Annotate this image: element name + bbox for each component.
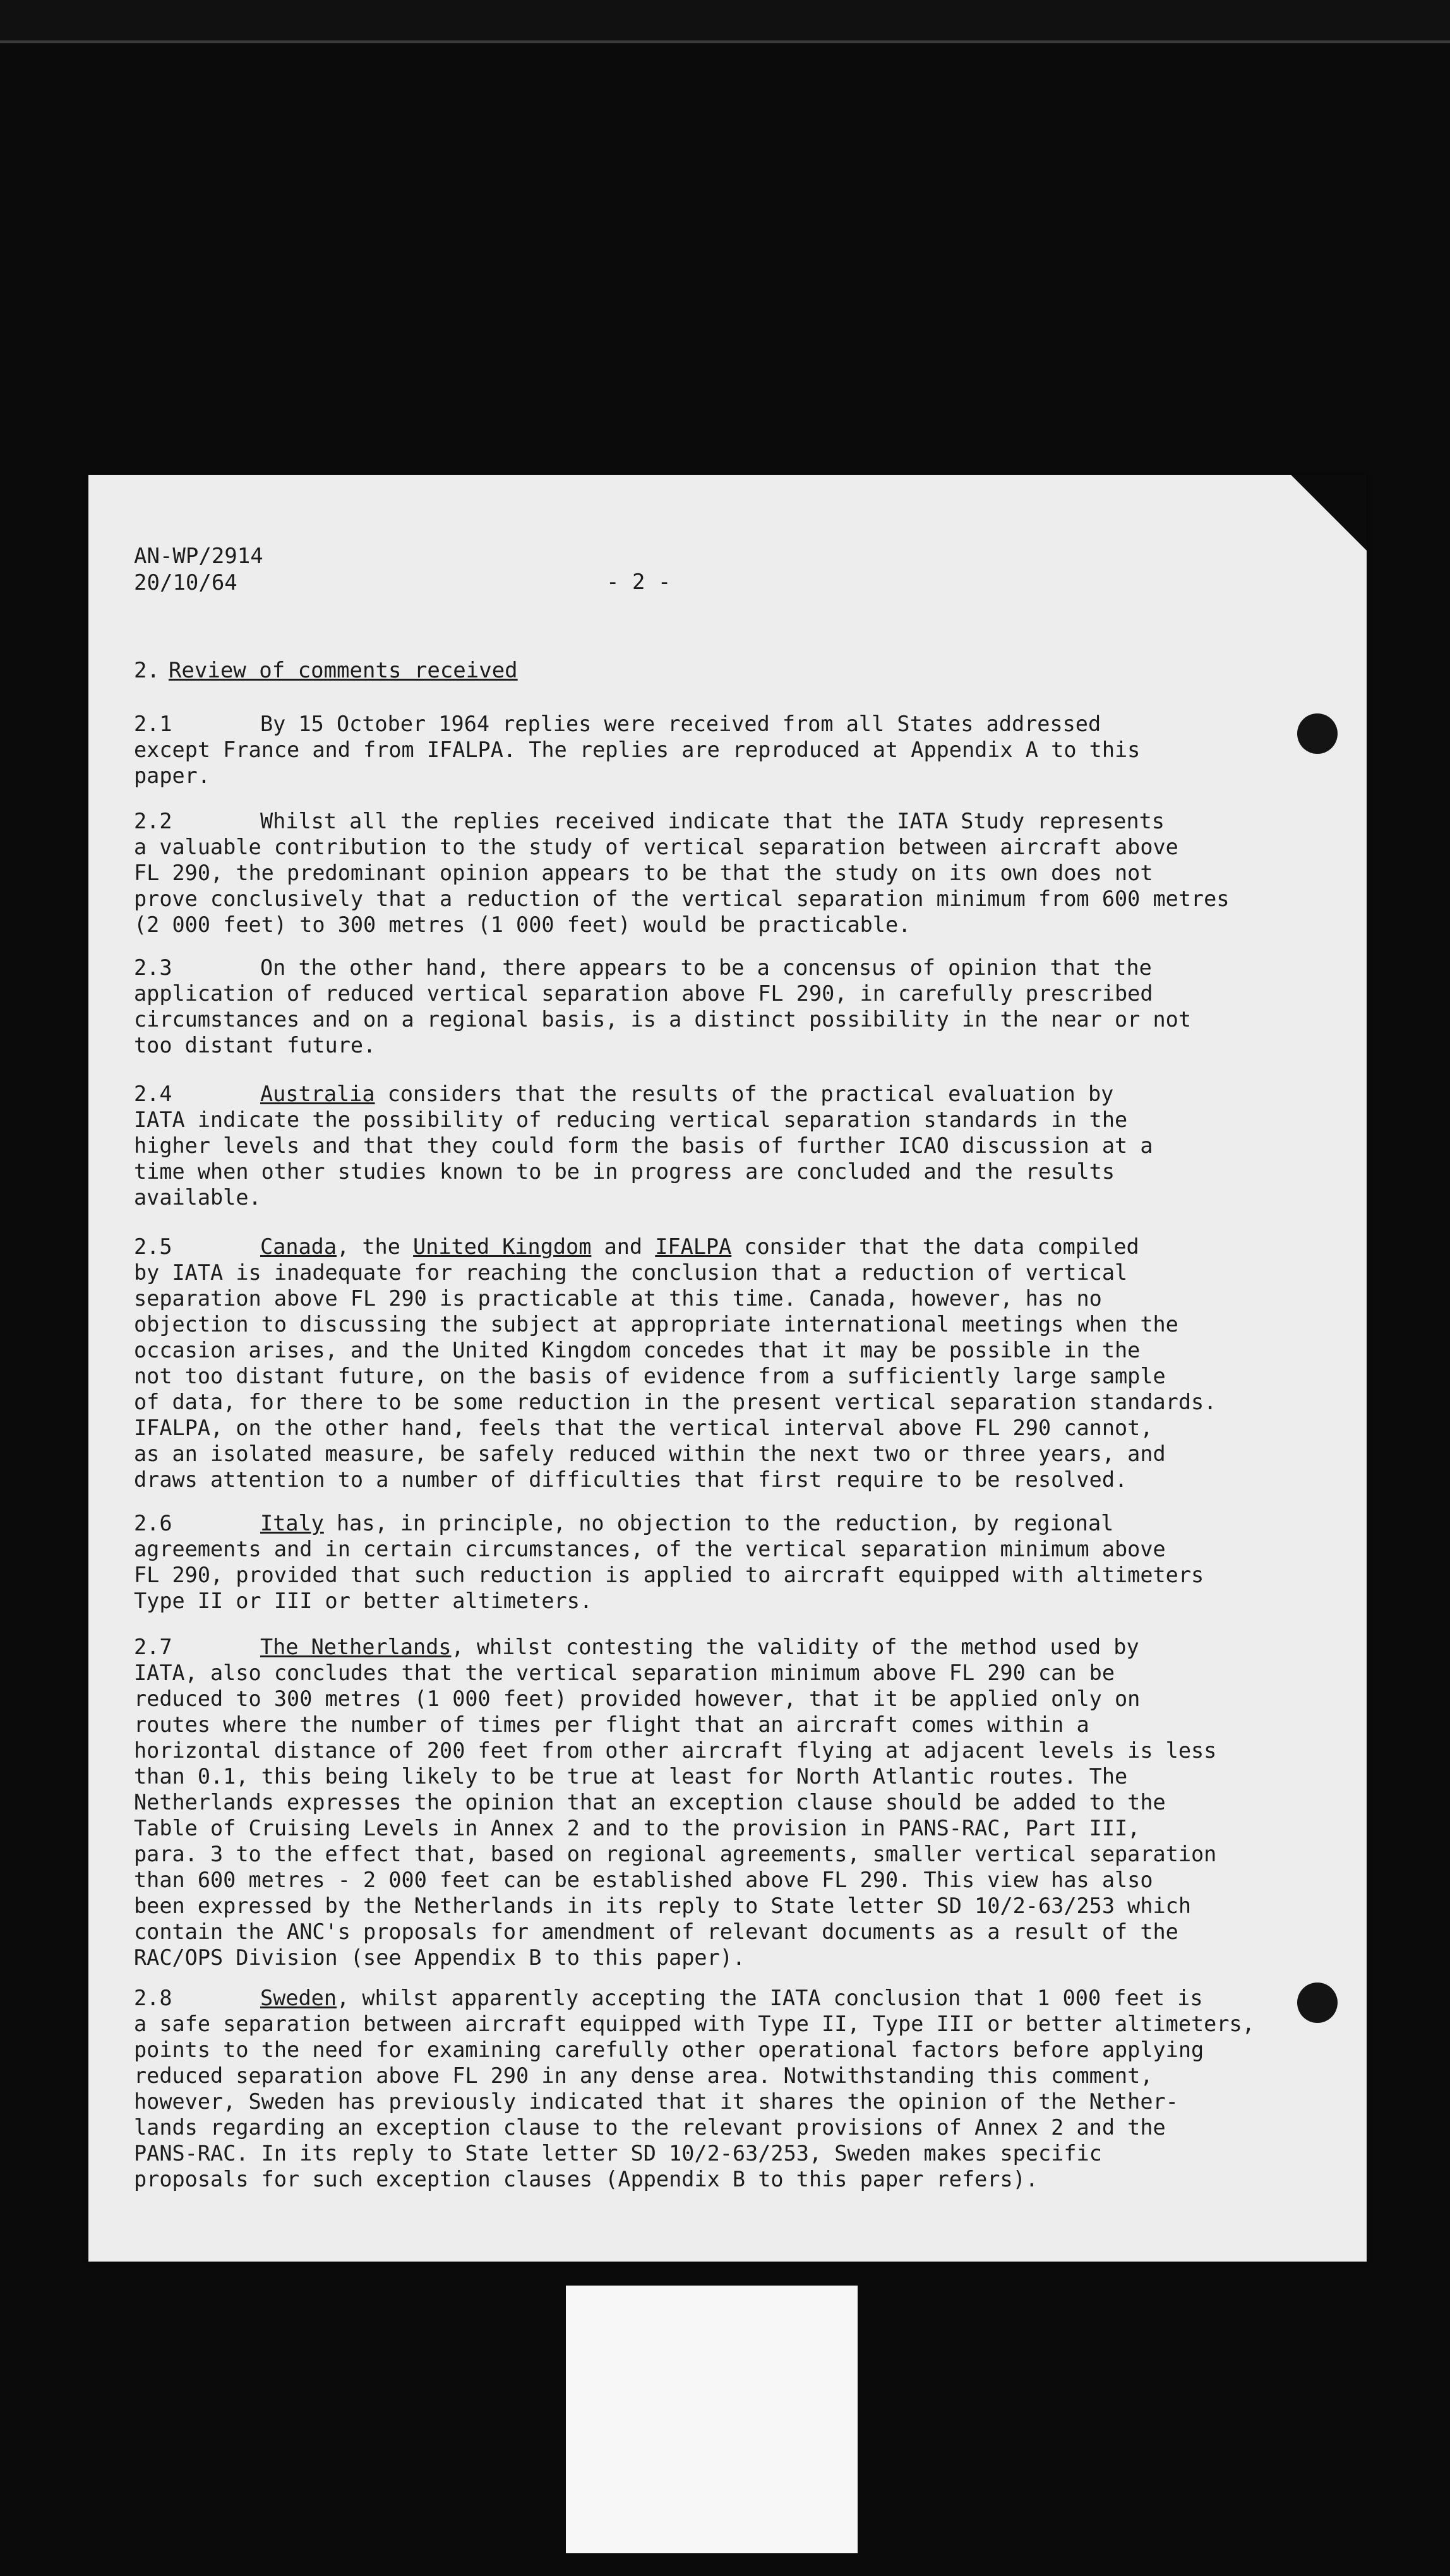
paragraph-number: 2.8	[134, 1986, 172, 2010]
text-line: been expressed by the Netherlands in its reply to State letter SD 10/2-63/253 which	[134, 1893, 1192, 1918]
text-line: however, Sweden has previously indicated that it shares the opinion of the Nether-	[134, 2089, 1178, 2114]
text-line: reduced separation above FL 290 in any dense area. Notwithstanding this comment,	[134, 2063, 1153, 2088]
text-line: a safe separation between aircraft equipped with Type II, Type III or better altimeters,	[134, 2012, 1255, 2036]
paragraph-number: 2.6	[134, 1511, 172, 1535]
text-line: considers that the results of the practical evaluation by	[374, 1082, 1114, 1106]
text-line: para. 3 to the effect that, based on regional agreements, smaller vertical separation	[134, 1842, 1217, 1866]
country-name-australia: Australia	[260, 1082, 375, 1106]
country-name-sweden: Sweden	[260, 1986, 337, 2010]
text-line: agreements and in certain circumstances, of the vertical separation minimum above	[134, 1537, 1166, 1561]
text-line: except France and from IFALPA. The replies are reproduced at Appendix A to this	[134, 737, 1141, 762]
paragraph-2-6	[134, 1510, 1321, 1614]
text-line: separation above FL 290 is practicable at this time. Canada, however, has no	[134, 1286, 1102, 1311]
text-line: than 600 metres - 2 000 feet can be established above FL 290. This view has also	[134, 1868, 1153, 1892]
paragraph-number: 2.4	[134, 1082, 172, 1106]
text-line: too distant future.	[134, 1033, 376, 1058]
text-line: has, in principle, no objection to the reduction, by regional	[323, 1511, 1114, 1535]
reference-code: AN-WP/2914	[134, 544, 263, 569]
paragraph-number: 2.2	[134, 809, 172, 833]
text-fragment: and	[591, 1234, 656, 1259]
text-line: circumstances and on a regional basis, is a distinct possibility in the near or not	[134, 1007, 1192, 1032]
text-line: Netherlands expresses the opinion that an exception clause should be added to the	[134, 1790, 1166, 1815]
text-line: draws attention to a number of difficulties that first require to be resolved.	[134, 1467, 1128, 1492]
text-line: Whilst all the replies received indicate that the IATA Study represents	[260, 809, 1165, 833]
paragraph-2-5	[134, 1234, 1321, 1493]
text-line: By 15 October 1964 replies were received from all States addressed	[260, 712, 1101, 736]
scan-top-edge-line	[0, 40, 1450, 43]
text-line: as an isolated measure, be safely reduced within the next two or three years, and	[134, 1441, 1166, 1466]
text-line: higher levels and that they could form the basis of further ICAO discussion at a	[134, 1133, 1153, 1158]
text-line: FL 290, provided that such reduction is applied to aircraft equipped with altimeters	[134, 1563, 1204, 1587]
scan-top-strip	[0, 0, 1450, 44]
paragraph-2-3	[134, 955, 1321, 1058]
text-line: available.	[134, 1185, 261, 1210]
document-header	[134, 543, 263, 596]
text-line: contain the ANC's proposals for amendment of relevant documents as a result of the	[134, 1919, 1178, 1944]
country-name-netherlands: The Netherlands	[260, 1635, 452, 1659]
text-line: than 0.1, this being likely to be true at least for North Atlantic routes. The	[134, 1764, 1128, 1789]
text-line: proposals for such exception clauses (Appendix B to this paper refers).	[134, 2167, 1038, 2191]
text-line: horizontal distance of 200 feet from other aircraft flying at adjacent levels is less	[134, 1738, 1217, 1763]
page-number: - 2 -	[606, 569, 671, 595]
text-line: by IATA is inadequate for reaching the conclusion that a reduction of vertical	[134, 1260, 1128, 1285]
country-name-united-kingdom: United Kingdom	[413, 1234, 592, 1259]
text-line: IATA indicate the possibility of reducing vertical separation standards in the	[134, 1107, 1128, 1132]
text-line: FL 290, the predominant opinion appears to be that the study on its own does not	[134, 861, 1153, 885]
text-line: IFALPA, on the other hand, feels that the vertical interval above FL 290 cannot,	[134, 1416, 1153, 1440]
text-line: of data, for there to be some reduction in the present vertical separation standards.	[134, 1390, 1217, 1414]
paragraph-2-4	[134, 1081, 1321, 1210]
text-line: , whilst contesting the validity of the method used by	[451, 1635, 1139, 1659]
text-line: Type II or III or better altimeters.	[134, 1589, 593, 1613]
text-line: reduced to 300 metres (1 000 feet) provided however, that it be applied only on	[134, 1686, 1141, 1711]
document-date: 20/10/64	[134, 570, 237, 595]
paragraph-2-2	[134, 808, 1321, 938]
text-line: IATA, also concludes that the vertical separation minimum above FL 290 can be	[134, 1661, 1115, 1685]
text-line: paper.	[134, 763, 211, 788]
text-line: RAC/OPS Division (see Appendix B to this paper).	[134, 1945, 746, 1970]
text-line: routes where the number of times per flight that an aircraft comes within a	[134, 1712, 1089, 1737]
paragraph-number: 2.5	[134, 1234, 172, 1259]
organization-name-ifalpa: IFALPA	[655, 1234, 732, 1259]
paragraph-2-7	[134, 1634, 1321, 1971]
torn-corner	[1291, 475, 1367, 551]
text-line: objection to discussing the subject at appropriate international meetings when the	[134, 1312, 1178, 1337]
text-line: time when other studies known to be in progress are concluded and the results	[134, 1159, 1115, 1184]
text-line: On the other hand, there appears to be a concensus of opinion that the	[260, 955, 1152, 980]
country-name-canada: Canada	[260, 1234, 337, 1259]
country-name-italy: Italy	[260, 1511, 324, 1535]
blank-target-card	[566, 2286, 858, 2553]
section-number: 2.	[134, 658, 160, 683]
paragraph-2-1	[134, 711, 1321, 789]
paragraph-number: 2.7	[134, 1635, 172, 1659]
text-line: PANS-RAC. In its reply to State letter SD 10/2-63/253, Sweden makes specific	[134, 2141, 1102, 2166]
text-line: lands regarding an exception clause to the relevant provisions of Annex 2 and the	[134, 2115, 1166, 2140]
document-page	[88, 475, 1367, 2262]
paragraph-number: 2.1	[134, 712, 172, 736]
text-line: consider that the data compiled	[731, 1234, 1139, 1259]
text-line: , whilst apparently accepting the IATA conclusion that 1 000 feet is	[337, 1986, 1203, 2010]
text-fragment: , the	[337, 1234, 414, 1259]
paragraph-2-8	[134, 1985, 1321, 2192]
section-heading	[134, 658, 518, 683]
text-line: prove conclusively that a reduction of the vertical separation minimum from 600 metres	[134, 886, 1230, 911]
text-line: Table of Cruising Levels in Annex 2 and to the provision in PANS-RAC, Part III,	[134, 1816, 1141, 1840]
paragraph-number: 2.3	[134, 955, 172, 980]
text-line: (2 000 feet) to 300 metres (1 000 feet) would be practicable.	[134, 912, 911, 937]
section-title: Review of comments received	[168, 658, 518, 683]
text-line: points to the need for examining carefully other operational factors before applying	[134, 2037, 1204, 2062]
text-line: occasion arises, and the United Kingdom concedes that it may be possible in the	[134, 1338, 1141, 1363]
text-line: not too distant future, on the basis of evidence from a sufficiently large sample	[134, 1364, 1166, 1388]
text-line: application of reduced vertical separation above FL 290, in carefully prescribed	[134, 981, 1153, 1006]
text-line: a valuable contribution to the study of vertical separation between aircraft above	[134, 835, 1178, 859]
